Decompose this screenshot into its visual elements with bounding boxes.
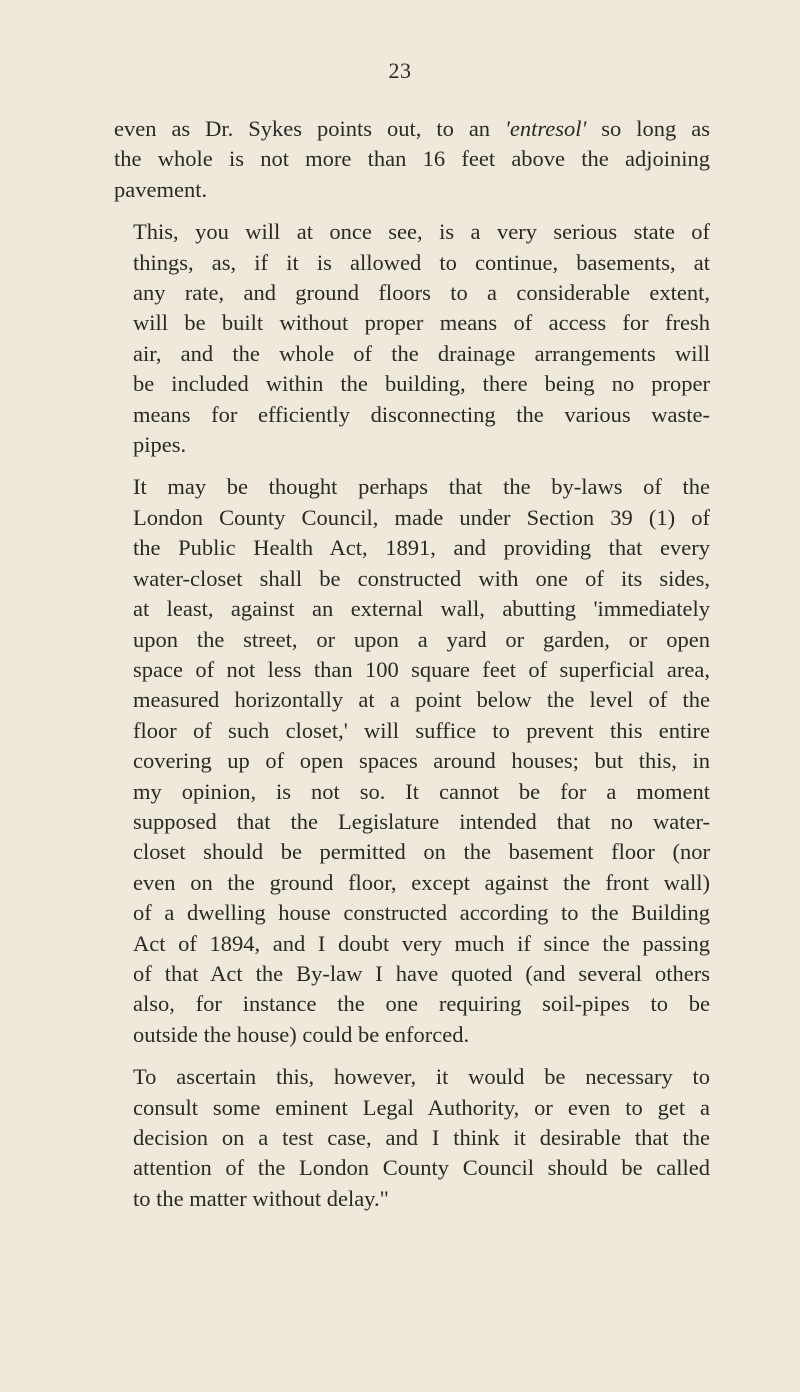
- text-line: be included within the building, there being no proper: [133, 371, 710, 397]
- text-line: even as Dr. Sykes points out, to an 'entresol' so long as: [114, 116, 710, 141]
- text-line: will be built without proper means of access for fresh: [133, 310, 710, 336]
- text-line: floor of such closet,' will suffice to prevent this entire: [133, 717, 710, 743]
- text-line: To ascertain this, however, it would be necessary to: [133, 1064, 710, 1090]
- text-line: Act of 1894, and I doubt very much if since the passing: [133, 930, 710, 956]
- text-line: water-closet shall be constructed with one of its sides,: [133, 565, 710, 591]
- text-line: closet should be permitted on the basement floor (nor: [133, 839, 710, 865]
- text-line: the whole is not more than 16 feet above the adjoining: [114, 146, 710, 172]
- text-line: my opinion, is not so. It cannot be for a moment: [133, 778, 710, 804]
- text-line: upon the street, or upon a yard or garden, or open: [133, 626, 710, 652]
- text-line: the Public Health Act, 1891, and providing that every: [133, 535, 710, 561]
- text-line: consult some eminent Legal Authority, or even to get a: [133, 1094, 710, 1120]
- text-line: It may be thought perhaps that the by-laws of the: [133, 474, 710, 500]
- paragraph-2: [114, 217, 710, 460]
- text-line: at least, against an external wall, abutting 'immediately: [133, 596, 710, 622]
- paragraph-3: [114, 472, 710, 1050]
- text-line: This, you will at once see, is a very serious state of: [133, 219, 710, 245]
- paragraph-1: [114, 114, 710, 205]
- text-line: space of not less than 100 square feet of superficial area,: [133, 656, 710, 682]
- text-line: London County Council, made under Section 39 (1) of: [133, 504, 710, 530]
- page-number: 23: [388, 58, 412, 83]
- text-line: decision on a test case, and I think it desirable that the: [133, 1125, 710, 1150]
- text-line: pipes.: [133, 432, 187, 458]
- text-line: also, for instance the one requiring soil-pipes to be: [133, 991, 710, 1017]
- text-line: measured horizontally at a point below the level of the: [133, 687, 710, 713]
- text-line: of a dwelling house constructed according to the Building: [133, 900, 710, 926]
- paragraph-4: [114, 1062, 710, 1214]
- text-line: things, as, if it is allowed to continue, basements, at: [133, 249, 710, 275]
- text-line: to the matter without delay.": [133, 1185, 389, 1211]
- text-line: means for efficiently disconnecting the various waste-: [133, 401, 710, 427]
- text-line: covering up of open spaces around houses; but this, in: [133, 748, 710, 774]
- text-line: outside the house) could be enforced.: [133, 1021, 470, 1047]
- text-line: attention of the London County Council should be called: [133, 1155, 710, 1181]
- text-line: air, and the whole of the drainage arrangements will: [133, 340, 710, 366]
- text-line: supposed that the Legislature intended that no water-: [133, 808, 710, 834]
- text-line: even on the ground floor, except against the front wall): [133, 869, 710, 895]
- entresol-term: 'entresol': [505, 116, 587, 141]
- text-line: pavement.: [114, 176, 208, 202]
- text-line: of that Act the By-law I have quoted (and several others: [133, 960, 710, 986]
- body-text: [114, 114, 710, 1214]
- text-line: any rate, and ground floors to a considerable extent,: [133, 280, 710, 306]
